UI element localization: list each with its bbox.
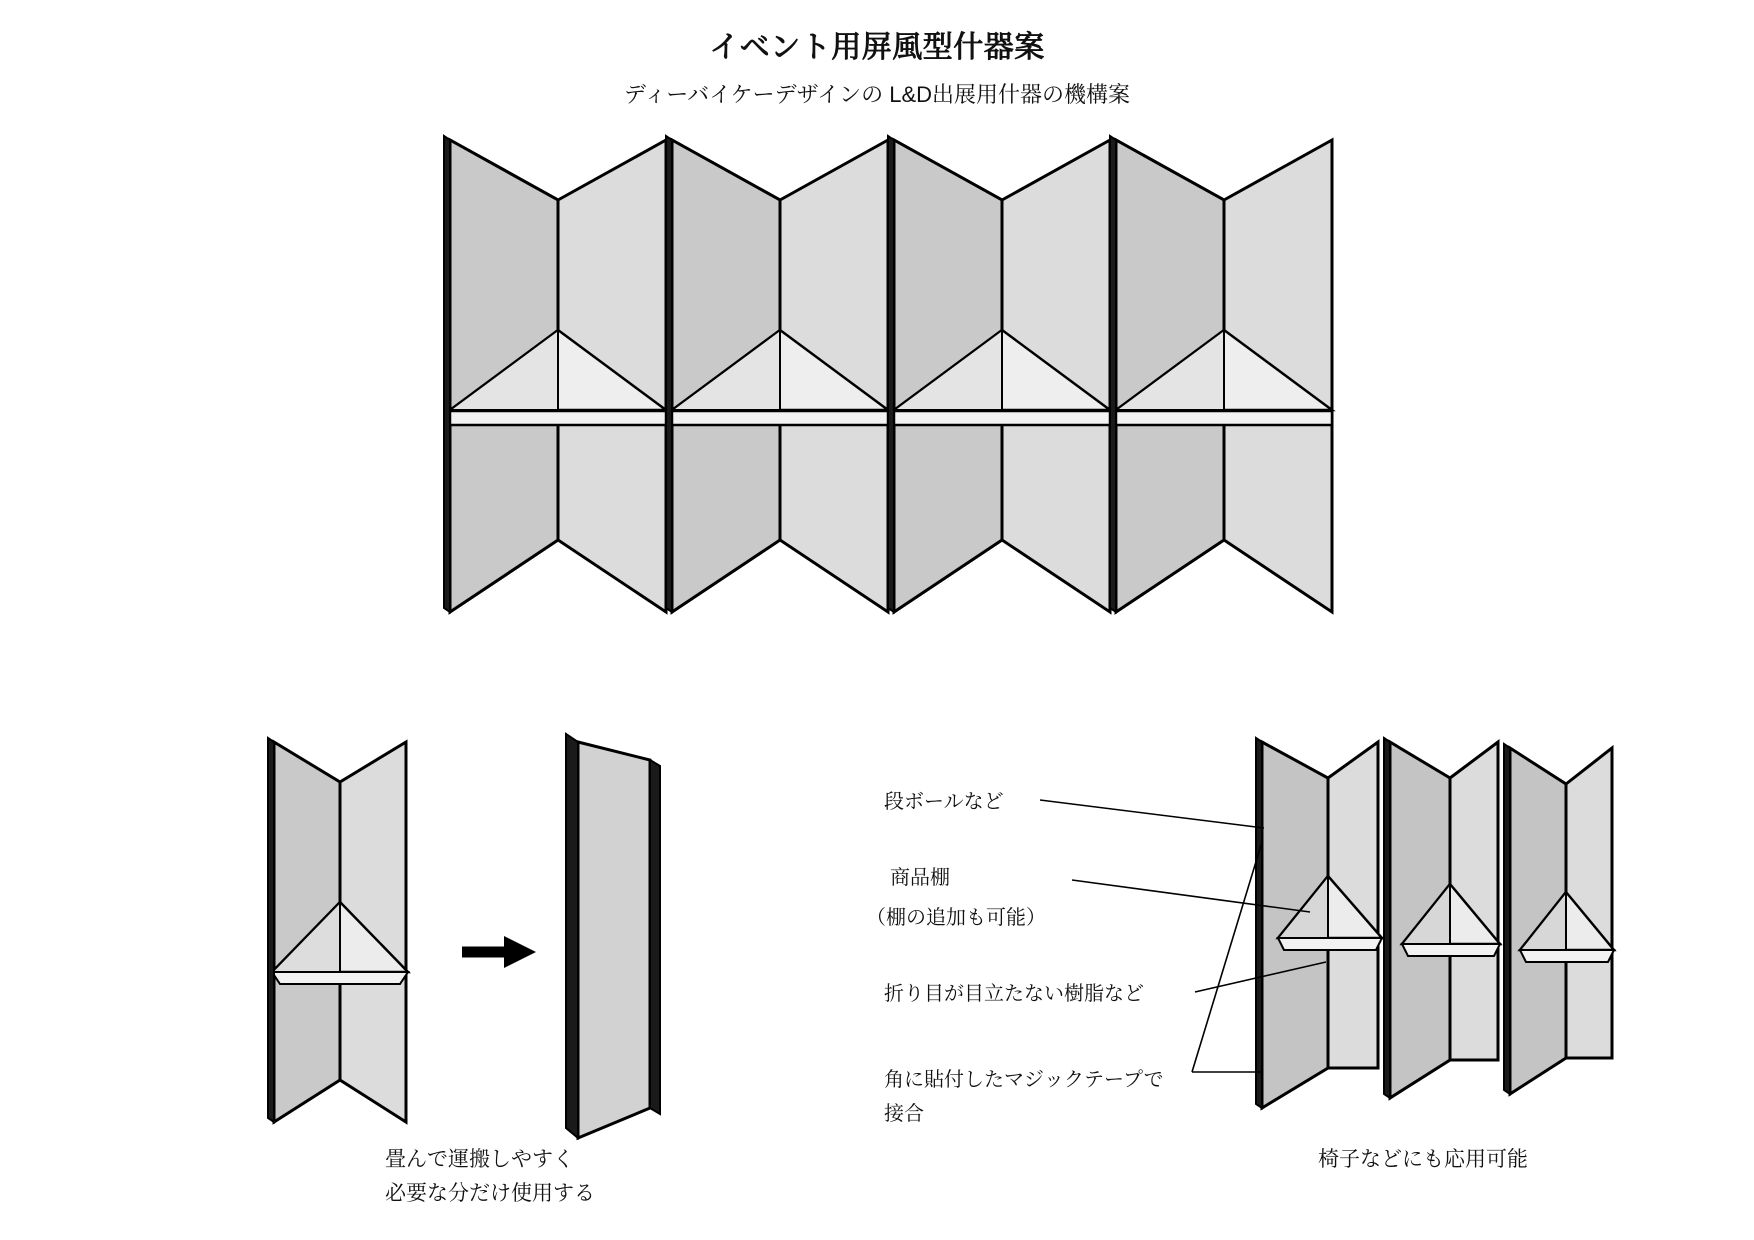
single-unit-folded <box>566 734 660 1138</box>
panel-left-thick-edge <box>1504 744 1510 1094</box>
screen-panel-unit-4 <box>1110 136 1332 612</box>
leader-material <box>1040 800 1264 828</box>
screen-panel-unit-1 <box>444 136 666 612</box>
fold-caption-line-2: 必要な分だけ使用する <box>385 1182 595 1205</box>
panel-left-thick-edge <box>268 738 274 1122</box>
annotated-unit-1 <box>1256 738 1382 1108</box>
single-unit-open <box>268 738 408 1122</box>
shelf-edge-band <box>450 411 666 425</box>
callout-label-shelf-line-2: （棚の追加も可能） <box>866 907 1046 929</box>
panel-left-thick-edge <box>444 136 450 612</box>
shelf-front-edge <box>272 972 408 984</box>
callout-label-shelf-line-1: 商品棚 <box>890 867 950 889</box>
shelf-edge-band <box>672 411 888 425</box>
annotated-unit-2 <box>1384 738 1500 1098</box>
folded-panel-face <box>578 742 650 1138</box>
panel-left-thick-edge <box>1256 738 1262 1108</box>
leader-velcro-upper <box>1192 842 1262 1072</box>
callout-label-material: 段ボールなど <box>884 791 1004 813</box>
fold-arrow-icon <box>462 936 536 968</box>
annotated-screen-caption: 椅子などにも応用可能 <box>1318 1148 1528 1171</box>
panel-left-thick-edge <box>1110 136 1116 612</box>
panel-left-thick-edge <box>888 136 894 612</box>
shelf-edge-band <box>894 411 1110 425</box>
screen-panel-unit-3 <box>888 136 1110 612</box>
annotated-unit-3 <box>1504 744 1614 1094</box>
fold-caption-line-1: 畳んで運搬しやすく <box>385 1148 574 1171</box>
callout-label-velcro-line-2: 接合 <box>884 1103 924 1125</box>
folded-panel-right-edge <box>650 760 660 1114</box>
callout-label-velcro-line-1: 角に貼付したマジックテープで <box>884 1069 1164 1091</box>
accordion-screen-front-view <box>444 136 1332 612</box>
panel-left-thick-edge <box>1384 738 1390 1098</box>
folded-panel-thick-edge <box>566 734 578 1138</box>
fold-sequence <box>268 734 660 1205</box>
screen-panel-unit-2 <box>666 136 888 612</box>
shelf-front-edge <box>1402 944 1500 956</box>
page-subtitle: ディーバイケーデザインの L&D出展用什器の機構案 <box>623 82 1131 107</box>
shelf-front-edge <box>1278 938 1382 950</box>
annotated-screen <box>866 738 1614 1171</box>
shelf-edge-band <box>1116 411 1332 425</box>
page-title: イベント用屏風型什器案 <box>709 31 1045 64</box>
panel-left-thick-edge <box>666 136 672 612</box>
shelf-front-edge <box>1520 950 1614 962</box>
callout-label-hinge: 折り目が目立たない樹脂など <box>884 983 1144 1005</box>
